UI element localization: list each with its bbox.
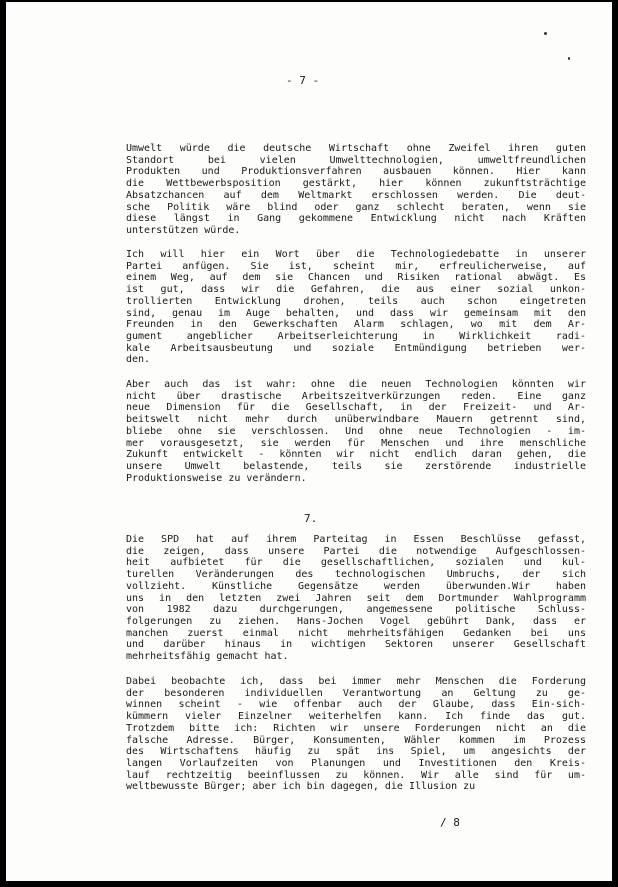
text-line: unterstützen würde. — [126, 224, 241, 236]
paragraph-2 — [126, 249, 586, 366]
paragraph-3 — [126, 379, 586, 484]
text-line: Partei anfügen. Sie ist, scheint mir, erfreulicherweise, auf — [126, 260, 586, 272]
text-line: ist gut, dass wir die Gefahren, die aus einer sozial unkon- — [126, 284, 586, 296]
text-line: falsche Adresse. Bürger, Konsumenten, Wähler kommen im Prozess — [126, 734, 586, 746]
text-line: von 1982 dazu durchgerungen, angemessene politische Schluss- — [126, 604, 586, 616]
paragraph-1 — [126, 143, 586, 237]
text-line: einem Weg, auf dem sie Chancen und Risiken rational abwägt. Es — [126, 272, 586, 284]
document-page — [6, 2, 612, 881]
text-line: unsere Umwelt belastende, teils sie zerstörende industrielle — [126, 460, 586, 472]
text-line: die zeigen, dass unsere Partei die notwendige Aufgeschlossen- — [126, 545, 586, 557]
page-number: - 7 - — [286, 74, 320, 87]
text-line: nicht über drastische Arbeitszeitverkürzungen reden. Eine ganz — [126, 390, 586, 402]
text-line: Absatzchancen auf dem Weltmarkt erschlossen werden. Die deut- — [126, 189, 586, 201]
paragraph-4 — [126, 534, 586, 663]
text-line: Dabei beobachte ich, dass bei immer mehr Menschen die Forderung — [126, 676, 586, 687]
text-line: Produktionsweise zu verändern. — [126, 472, 307, 484]
text-line: turellen Veränderungen des technologischen Umbruchs, der sich — [126, 569, 586, 581]
text-line: heit aufbietet für die gesellschaftlichen, sozialen und kul- — [126, 557, 586, 569]
section-number: 7. — [304, 512, 318, 525]
scan-speck — [568, 57, 570, 60]
text-line: sche Politik wäre blind oder ganz schlecht beraten, wenn sie — [126, 201, 586, 213]
text-line: die Wettbewerbsposition gestärkt, hier können zukunftsträchtige — [126, 178, 586, 190]
text-line: gument angeblicher Arbeitserleichterung in Wirklichkeit radi- — [126, 330, 586, 342]
text-line: diese längst in Gang gekommene Entwicklung nicht nach Kräften — [126, 213, 586, 225]
next-page-marker: / 8 — [440, 816, 460, 829]
text-line: folgerungen zu ziehen. Hans-Jochen Vogel gebührt Dank, dass er — [126, 615, 586, 627]
text-line: vollzieht. Künstliche Gegensätze werden überwunden.Wir haben — [126, 580, 586, 592]
text-line: mer vorausgesetzt, sie werden für Menschen und ihre menschliche — [126, 437, 586, 449]
text-line: bliebe ohne sie verschlossen. Und ohne neue Technologien - im- — [126, 425, 586, 437]
text-line: Produkten und Produktionsverfahren ausbauen können. Hier kann — [126, 166, 586, 178]
text-line: Freunden in den Gewerkschaften Alarm schlagen, wo mit dem Ar- — [126, 319, 586, 331]
text-line: und darüber hinaus in wichtigen Sektoren unserer Gesellschaft — [126, 639, 586, 651]
text-line: des Wirtschaftens häufig zu spät ins Spiel, um angesichts der — [126, 746, 586, 758]
text-line: der besonderen individuellen Verantwortung an Geltung zu ge- — [126, 687, 586, 699]
text-line: winnen scheint - wie offenbar auch der Glaube, dass Ein-sich- — [126, 699, 586, 711]
text-line: beitswelt nicht mehr durch unüberwindbare Mauern getrennt sind, — [126, 414, 586, 426]
paragraph-5 — [126, 676, 586, 793]
text-line: Trotzdem bitte ich: Richten wir unsere Forderungen nicht an die — [126, 722, 586, 734]
text-line: neue Dimension für die Gesellschaft, in der Freizeit- und Ar- — [126, 402, 586, 414]
text-line: Ich will hier ein Wort über die Technologiedebatte in unserer — [126, 249, 586, 260]
text-line: Zukunft entwickelt - könnten wir nicht endlich daran gehen, die — [126, 449, 586, 461]
text-line: Die SPD hat auf ihrem Parteitag in Essen Beschlüsse gefasst, — [126, 534, 586, 545]
text-line: trollierten Entwicklung drohen, teils auch schon eingetreten — [126, 295, 586, 307]
text-line: Umwelt würde die deutsche Wirtschaft ohne Zweifel ihren guten — [126, 143, 586, 154]
text-line: lauf rechtzeitig beeinflussen zu können. Wir alle sind für um- — [126, 769, 586, 781]
text-line: weltbewusste Bürger; aber ich bin dagegen, die Illusion zu — [126, 781, 476, 793]
text-line: sind, genau im Auge behalten, und dass wir gemeinsam mit den — [126, 307, 586, 319]
scan-speck — [544, 32, 547, 35]
text-line: manchen zuerst einmal nicht mehrheitsfähigen Gedanken bei uns — [126, 627, 586, 639]
text-line: kümmern vieler Einzelner weiterhelfen kann. Ich finde das gut. — [126, 711, 586, 723]
text-line: uns in den letzten zwei Jahren seit dem Dortmunder Wahlprogramm — [126, 592, 586, 604]
text-line: Standort bei vielen Umwelttechnologien, umweltfreundlichen — [126, 154, 586, 166]
text-line: mehrheitsfähig gemacht hat. — [126, 651, 289, 663]
text-line: Aber auch das ist wahr: ohne die neuen Technologien könnten wir — [126, 379, 586, 390]
text-line: langen Vorlaufzeiten von Planungen und Investitionen den Kreis- — [126, 757, 586, 769]
text-line: den. — [126, 354, 151, 366]
text-line: kale Arbeitsausbeutung und soziale Entmündigung betrieben wer- — [126, 342, 586, 354]
